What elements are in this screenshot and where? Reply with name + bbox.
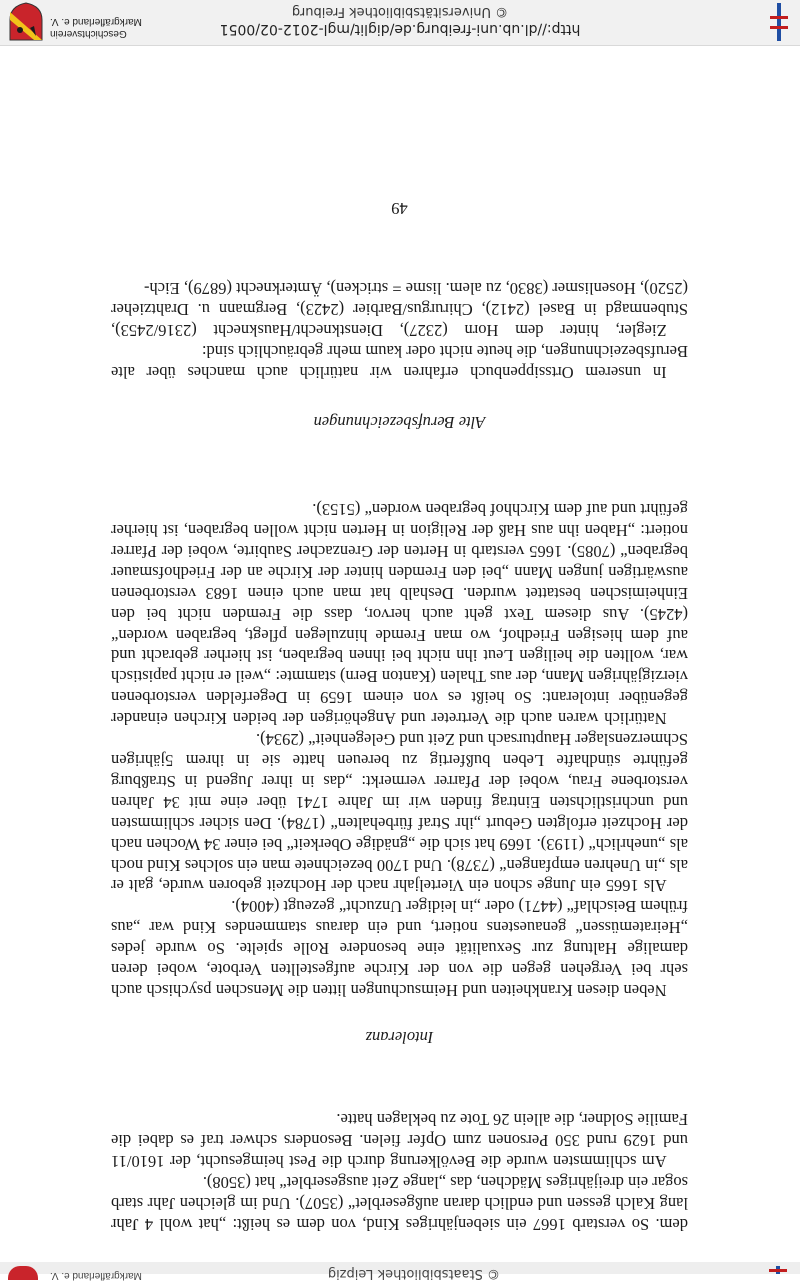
society-crest-icon [8, 2, 44, 42]
society-name [50, 15, 200, 39]
library-logo-icon [768, 3, 790, 41]
paragraph: Natürlich waren auch die Vertreter und Angehörigen der beiden Kirchen einander gegenüber intolerant: So heißt es von einem 1659 in Degerfelden verstorbenen vierzigjährigen Mann, der aus Thalen (Kanton Bern) stammte: „weil er nicht papistisch war, wollten die heiligen Leut ihn nicht bei ihnen begraben, ist hierher gebracht und auf dem hiesigen Friedhof, wo man Fremde hinzulegen pflegt, begraben worden“ (4245). Aus diesem Text geht auch hervor, dass die Fremden nicht bei den Einheimischen bestattet wurden. Deshalb hat man auch einen 1683 verstorbenen auswärtigen jungen Mann „bei den Fremden hinter der Kirche an der Friedhofsmauer begraben“ (7085). 1665 verstarb in Herten der Grenzacher Saubirte, wobei der Pfarrer notiert: „Haben ihn aus Haß der Religion in Herten nicht wollen begraben, ist hierher geführt und auf dem Kirchhof begraben worden“ (5153). [111, 500, 688, 729]
paragraph: Neben diesen Krankheiten und Heimsuchungen litten die Menschen psychisch auch sehr bei Vergehen gegen die von der Kirche aufgestellten Verbote, wobei deren damalige Haltung zur Sexualität eine besondere Rolle spielte. So wurde jedes „Heiratemüssen“ genauestens notiert, und ein daraus stammendes Kind war „aus frühem Beischlaf“ (4471) oder „in leidiger Unzucht“ gezeugt (4004). [111, 897, 688, 1000]
header-society: Markgräflerland e. V. [50, 1270, 142, 1281]
library-logo-icon [766, 1266, 790, 1274]
header-strip [0, 1262, 800, 1281]
society-line: Markgräflerland e. V. [50, 16, 142, 27]
paragraph: Ziegler, hinter dem Horn (2327), Dienstknecht/Hausknecht (2316/2453), Stubenmagd in Basel (2412), Chirurgus/Barbier (2423), Bergmann u. Drahtzieher (2520), Hosenlismer (3830, zu alem. lisme = stricken), Ämterknecht (6879), Eich- [111, 279, 688, 341]
paragraph: dem. So verstarb 1667 ein siebenjähriges Kind, von dem es heißt: „hat wohl 4 Jahr lang Kalch gessen und endlich daran außgeserblet“ (3507). Und im gleichen Jahr starb sogar ein dreijähriges Mädchen, das „lange Zeit ausgeserblet“ hat (3508). [111, 1173, 688, 1234]
footer-bar [0, 0, 800, 46]
section-heading: Intoleranz [365, 1028, 434, 1047]
text-block-middle [111, 498, 688, 1000]
permalink[interactable]: http://dl.ub.uni-freiburg.de/diglit/mgl-2012-02/0051 [219, 21, 581, 37]
paragraph: Als 1665 ein Junge schon ein Vierteljahr nach der Hochzeit geboren wurde, galt er als „in Unehren empfangen“ (7378). Und 1700 bezeichnete man ein solches Kind noch als „unehrlich“ (1193). 1669 hat sich die „gnädige Oberkeit“ bei einer 34 Wochen nach der Hochzeit erfolgten Geburt „ihr Straf fürbehalten“ (1784). Den sicher schlimmsten und unchristlichsten Eintrag finden wir im Jahre 1741 über eine mit 34 Jahren verstorbene Frau, wobei der Pfarrer vermerkt: „das in ihrer Jugend in Straßburg geführte sündhafte Leben bußfertig zu bereuen hatte sie in ihrem 5jährigen Schmerzenslager Hauptursach und Zeit und Gelegenheit“ (2934). [111, 730, 688, 896]
footer-copyright: © Universitätsbibliothek Freiburg [291, 4, 509, 19]
text-block-top [111, 1109, 688, 1234]
society-line: Geschichtsverein [50, 28, 127, 39]
paragraph: Am schlimmsten wurde die Bevölkerung durch die Pest heimgesucht, der 1610/11 und 1629 rund 350 Personen zum Opfer fielen. Besonders schwer traf es dabei die Familie Soldner, die allein 26 Tote zu beklagen hatte. [111, 1110, 688, 1172]
crest-icon [8, 1266, 38, 1280]
paragraph: In unserem Ortssippenbuch erfahren wir natürlich auch manches über alte Berufsbezeichnungen, die heute nicht oder kaum mehr gebräuchlich sind: [111, 342, 688, 382]
section-heading: Alte Berufsbezeichnungen [313, 413, 486, 432]
page-number: 49 [391, 199, 408, 218]
text-block-bottom [111, 277, 688, 382]
header-copyright: © Staatsbibliothek Leipzig [327, 1266, 500, 1281]
document-page [0, 46, 800, 1262]
